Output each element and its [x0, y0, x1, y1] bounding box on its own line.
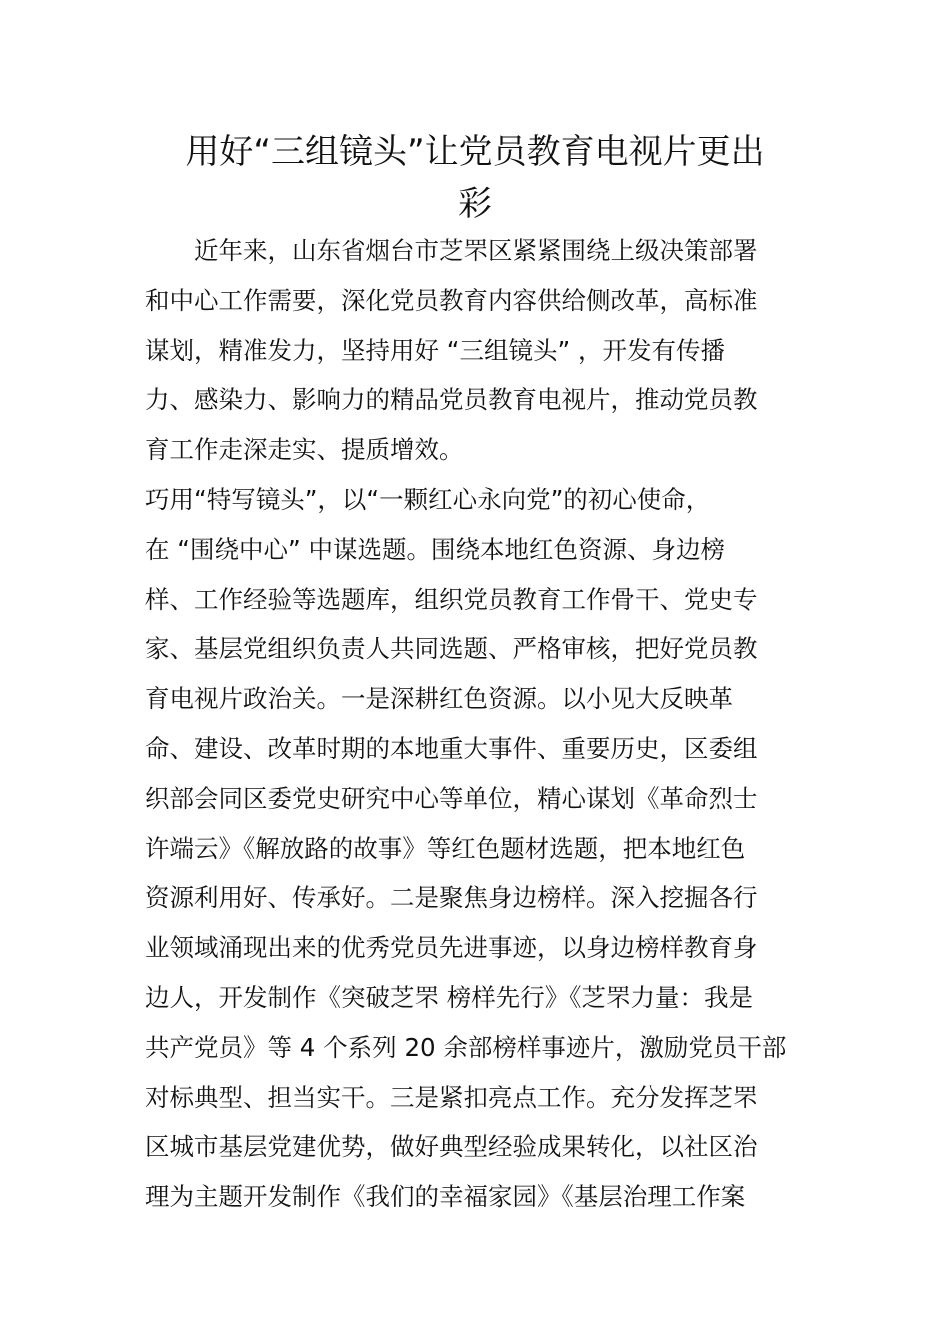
body-line: 样、工作经验等选题库，组织党员教育工作骨干、党史专	[145, 584, 758, 614]
body-line: 共产党员》等 4 个系列 20 余部榜样事迹片，激励党员干部	[145, 1032, 787, 1062]
body-line: 织部会同区委党史研究中心等单位，精心谋划《革命烈士	[145, 783, 758, 813]
body-line: 育工作走深走实、提质增效。	[145, 435, 464, 465]
body-line: 资源利用好、传承好。二是聚焦身边榜样。深入挖掘各行	[145, 883, 758, 913]
body-line: 在 “围绕中心” 中谋选题。围绕本地红色资源、身边榜	[145, 534, 725, 564]
body-line: 理为主题开发制作《我们的幸福家园》《基层治理工作案	[145, 1182, 746, 1212]
document-body	[145, 226, 807, 1222]
title-line-1: 用好“三组镜头”让党员教育电视片更出	[185, 132, 765, 172]
body-line: 育电视片政治关。一是深耕红色资源。以小见大反映革	[145, 684, 733, 714]
body-line: 命、建设、改革时期的本地重大事件、重要历史，区委组	[145, 733, 758, 763]
body-line: 业领域涌现出来的优秀党员先进事迹，以身边榜样教育身	[145, 933, 758, 963]
document-title	[145, 126, 805, 230]
title-line-2: 彩	[458, 184, 492, 224]
body-line: 边人，开发制作《突破芝罘 榜样先行》《芝罘力量：我是	[145, 982, 754, 1012]
body-line: 力、感染力、影响力的精品党员教育电视片，推动党员教	[145, 385, 758, 415]
body-line: 谋划，精准发力，坚持用好 “三组镜头” ，开发有传播	[145, 335, 725, 365]
body-line: 和中心工作需要，深化党员教育内容供给侧改革，高标准	[145, 285, 758, 315]
body-line: 巧用“特写镜头”，以“一颗红心永向党”的初心使命，	[145, 484, 711, 514]
body-line: 近年来，山东省烟台市芝罘区紧紧围绕上级决策部署	[145, 236, 758, 265]
body-line: 区城市基层党建优势，做好典型经验成果转化，以社区治	[145, 1132, 758, 1162]
body-line: 家、基层党组织负责人共同选题、严格审核，把好党员教	[145, 634, 758, 664]
body-line: 对标典型、担当实干。三是紧扣亮点工作。充分发挥芝罘	[145, 1082, 758, 1112]
body-line: 许端云》《解放路的故事》等红色题材选题，把本地红色	[145, 833, 746, 863]
